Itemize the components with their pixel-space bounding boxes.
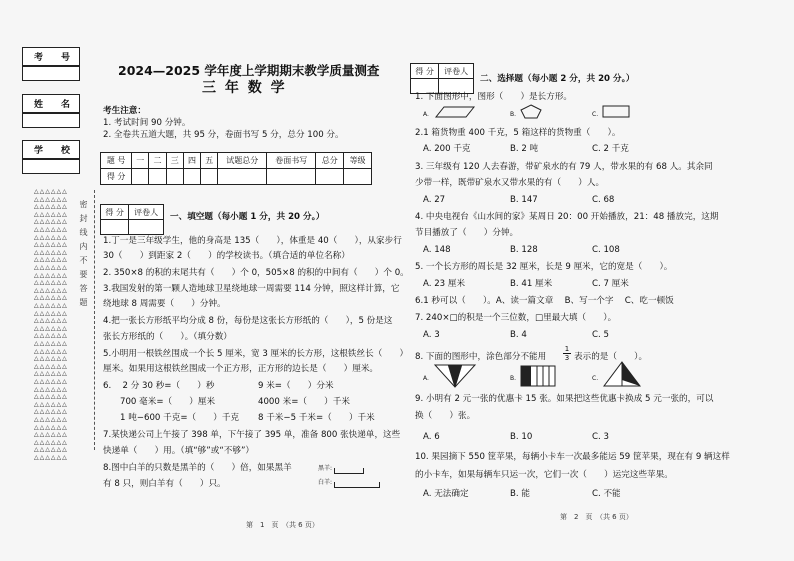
black-sheep-bar bbox=[334, 468, 364, 474]
score-cell[interactable] bbox=[316, 169, 344, 185]
seal-triangle-row: △△△△△△ bbox=[34, 408, 68, 416]
p2-q4-option-c[interactable]: C. 108 bbox=[592, 245, 620, 255]
p2-q9-option-c[interactable]: C. 3 bbox=[592, 432, 609, 442]
p2-q5-option-c[interactable]: C. 7 厘米 bbox=[592, 279, 629, 289]
p1-q8-line1: 8.图中白羊的只数是黑羊的（ ）倍，如果黑羊 bbox=[103, 463, 292, 473]
exam-title: 2024—2025 学年度上学期期末教学质量测查 bbox=[118, 63, 380, 78]
p2-q8-option-c[interactable]: C. bbox=[592, 375, 599, 382]
p2-q10-line1: 10. 果园摘下 550 筐苹果，每辆小卡车一次最多能运 59 筐苹果，现在有 9 辆这样 bbox=[415, 452, 730, 462]
p1-q6-row1-b: 9 米=（ ）分米 bbox=[258, 381, 334, 391]
seal-triangle-row: △△△△△△ bbox=[34, 210, 68, 218]
score-cell[interactable] bbox=[149, 169, 166, 185]
p2-q10-option-b[interactable]: B. 能 bbox=[510, 489, 530, 499]
seal-triangle-row: △△△△△△ bbox=[34, 423, 68, 431]
seal-triangle-row: △△△△△△ bbox=[34, 264, 68, 271]
p2-q8-option-a[interactable]: A. bbox=[423, 375, 429, 382]
score-table-header-row bbox=[101, 153, 372, 169]
p1-q2: 2. 350×8 的积的末尾共有（ ）个 0，505×8 的积的中间有（ ）个 0。 bbox=[103, 268, 409, 278]
school-field[interactable] bbox=[22, 159, 80, 174]
p1-q3-line2: 绕地球 8 周需要（ ）分钟。 bbox=[103, 299, 226, 309]
seal-triangle-row: △△△△△△ bbox=[34, 279, 68, 287]
score-header: 等级 bbox=[344, 153, 372, 169]
parallelogram-shape bbox=[434, 106, 476, 118]
p2-q3-option-c[interactable]: C. 68 bbox=[592, 195, 615, 205]
p1-q6-row2-a: 700 毫米=（ ）厘米 bbox=[120, 397, 216, 407]
p2-q5-option-b[interactable]: B. 41 厘米 bbox=[510, 279, 553, 289]
p1-q6-row1-a: 6. 2 分 30 秒=（ ）秒 bbox=[103, 381, 215, 391]
fraction-numerator: 1 bbox=[564, 345, 570, 353]
section2-title: 二、选择题（每小题 2 分，共 20 分。） bbox=[480, 74, 635, 84]
p2-q6: 6.1 秒可以（ ）。A、读一篇文章 B、写一个字 C、吃一顿饭 bbox=[415, 296, 674, 306]
score-header: 试题总分 bbox=[218, 153, 267, 169]
fraction-denominator: 3 bbox=[564, 354, 570, 362]
p2-q7-option-a[interactable]: A. 3 bbox=[423, 330, 440, 340]
seal-triangle-row: △△△△△△ bbox=[34, 241, 68, 249]
striped-rectangle-figure bbox=[520, 365, 556, 387]
exam-no-label: 考 号 bbox=[34, 53, 71, 63]
p1-q4-line2: 张长方形纸的（ ）。（填分数） bbox=[103, 332, 232, 342]
shaded-kite-figure bbox=[602, 360, 642, 390]
seal-line bbox=[94, 190, 95, 450]
seal-triangle-row: △△△△△△ bbox=[34, 302, 68, 309]
seal-triangle-row: △△△△△△ bbox=[34, 324, 68, 332]
p2-q4-option-b[interactable]: B. 128 bbox=[510, 245, 538, 255]
p2-q9-line1: 9. 小明有 2 元一张的优惠卡 15 张。如果把这些优惠卡换成 5 元一张的，可以 bbox=[415, 394, 714, 404]
seal-triangle-row: △△△△△△ bbox=[34, 256, 68, 264]
p2-q1-option-c: C. bbox=[592, 111, 599, 118]
school-label: 学 校 bbox=[34, 146, 71, 156]
notice-line-1: 1. 考试时间 90 分钟。 bbox=[103, 118, 191, 128]
seal-triangle-row: △△△△△△ bbox=[34, 446, 68, 454]
score-cell[interactable] bbox=[132, 169, 149, 185]
notice-heading: 考生注意： bbox=[103, 106, 146, 116]
seal-triangle-row: △△△△△△ bbox=[34, 286, 68, 294]
p2-q3-line2: 少带一样，既带矿泉水又带水果的有（ ）人。 bbox=[415, 178, 605, 188]
p1-q4-line1: 4.把一张长方形纸平均分成 8 份，每份是这张长方形纸的（ ），5 份是这 bbox=[103, 316, 393, 326]
score-header: 五 bbox=[201, 153, 218, 169]
score-header: 题 号 bbox=[101, 153, 132, 169]
p1-q6-row3-b: 8 千米−5 千米=（ ）千米 bbox=[258, 413, 375, 423]
score-header: 卷面书写 bbox=[267, 153, 316, 169]
seal-triangle-row: △△△△△△ bbox=[34, 340, 68, 347]
p2-q10-option-a[interactable]: A. 无法确定 bbox=[423, 489, 469, 499]
seal-triangle-row: △△△△△△ bbox=[34, 248, 68, 256]
p2-q5-option-a[interactable]: A. 23 厘米 bbox=[423, 279, 466, 289]
p1-q1-line2: 30（ ）到距家 2（ ）的学校读书。（填合适的单位名称） bbox=[103, 251, 350, 261]
score-header: 三 bbox=[166, 153, 183, 169]
seal-triangle-row: △△△△△△ bbox=[34, 416, 68, 423]
score-header: 一 bbox=[132, 153, 149, 169]
score-cell[interactable] bbox=[218, 169, 267, 185]
seal-triangle-row: △△△△△△ bbox=[34, 294, 68, 302]
p2-q9-line2: 换（ ）张。 bbox=[415, 411, 476, 421]
seal-triangle-row: △△△△△△ bbox=[34, 226, 68, 233]
p1-q6-row2-b: 4000 米=（ ）千米 bbox=[258, 397, 350, 407]
p2-q9-option-b[interactable]: B. 10 bbox=[510, 432, 533, 442]
p2-q5-stem: 5. 一个长方形的周长是 32 厘米，长是 9 厘米，它的宽是（ ）。 bbox=[415, 262, 673, 272]
p1-q6-row3-a: 1 吨−600 千克=（ ）千克 bbox=[120, 413, 240, 423]
score-cell[interactable] bbox=[183, 169, 200, 185]
seal-triangle-row: △△△△△△ bbox=[34, 347, 68, 355]
seal-triangle-row: △△△△△△ bbox=[34, 362, 68, 370]
p2-q7-stem: 7. 240×□的积是一个三位数，□里最大填（ ）。 bbox=[415, 313, 617, 323]
grader-name-cell[interactable] bbox=[129, 220, 164, 235]
p1-q5-line2: 厘米。如果用这根铁丝围成一个正方形，正方形的边长是（ ）厘米。 bbox=[103, 364, 379, 374]
seal-triangle-row: △△△△△△ bbox=[34, 438, 68, 446]
grader-score-label: 得 分 bbox=[411, 64, 439, 79]
p1-q7-line1: 7.某快递公司上午接了 398 单，下午接了 395 单，准备 800 张快递单，这些 bbox=[103, 430, 401, 440]
p2-q8-stem-a: 8. 下面的图形中，涂色部分不能用 bbox=[415, 352, 547, 362]
score-cell[interactable] bbox=[344, 169, 372, 185]
name-field[interactable] bbox=[22, 113, 80, 128]
seal-triangle-row: △△△△△△ bbox=[34, 393, 68, 401]
grader-score-label: 得 分 bbox=[101, 205, 129, 220]
black-sheep-label: 黑羊: bbox=[318, 465, 333, 472]
grader-score-cell[interactable] bbox=[101, 220, 129, 235]
grader-label: 评卷人 bbox=[129, 205, 164, 220]
exam-no-field[interactable] bbox=[22, 66, 80, 81]
score-header: 四 bbox=[183, 153, 200, 169]
seal-triangle-row: △△△△△△ bbox=[34, 188, 68, 195]
p2-q1-stem: 1. 下面图形中，图形（ ）是长方形。 bbox=[415, 92, 573, 102]
name-label: 姓 名 bbox=[34, 100, 71, 110]
seal-triangle-row: △△△△△△ bbox=[34, 317, 68, 325]
seal-triangle-row: △△△△△△ bbox=[34, 431, 68, 439]
seal-triangle-row: △△△△△△ bbox=[34, 309, 68, 317]
seal-triangle-row: △△△△△△ bbox=[34, 378, 68, 385]
p2-q3-option-a[interactable]: A. 27 bbox=[423, 195, 446, 205]
p2-q2-stem: 2.1 箱货物重 400 千克，5 箱这样的货物重（ ）。 bbox=[415, 128, 621, 138]
grader-table-2 bbox=[410, 63, 474, 94]
p1-q3-line1: 3.我国发射的第一颗人造地球卫星绕地球一周需要 114 分钟，照这样计算，它 bbox=[103, 284, 400, 294]
seal-triangle-row: △△△△△△ bbox=[34, 233, 68, 241]
p1-q8-line2: 有 8 只，则白羊有（ ）只。 bbox=[103, 479, 226, 489]
p2-q10-line2: 的小卡车，如果每辆车只运一次，它们一次（ ）运完这些苹果。 bbox=[415, 470, 673, 480]
seal-triangle-row: △△△△△△ bbox=[34, 385, 68, 393]
rectangle-shape bbox=[602, 105, 630, 118]
seal-triangle-row: △△△△△△ bbox=[34, 218, 68, 226]
p2-q4-line2: 节目播放了（ ）分钟。 bbox=[415, 228, 519, 238]
shaded-triangle-figure bbox=[433, 363, 477, 389]
p2-q2-option-a[interactable]: A. 200 千克 bbox=[423, 144, 471, 154]
p2-q3-option-b[interactable]: B. 147 bbox=[510, 195, 538, 205]
p2-q1-option-b: B. bbox=[510, 111, 517, 118]
p2-q1-option-a: A. bbox=[423, 111, 429, 118]
p1-q1-line1: 1.丁一是三年级学生，他的身高是 135（ ），体重是 40（ ），从家步行 bbox=[103, 236, 402, 246]
seal-triangle-row: △△△△△△ bbox=[34, 370, 68, 378]
page2-footer: 第 2 页 （共 6 页） bbox=[560, 513, 633, 521]
white-sheep-bar bbox=[334, 482, 380, 488]
score-header: 二 bbox=[149, 153, 166, 169]
score-table-score-row bbox=[101, 169, 372, 185]
section1-title: 一、填空题（每小题 1 分，共 20 分。） bbox=[170, 212, 325, 222]
seal-triangle-row: △△△△△△ bbox=[34, 332, 68, 340]
seal-triangle-row: △△△△△△ bbox=[34, 195, 68, 203]
p2-q2-option-c[interactable]: C. 2 千克 bbox=[592, 144, 629, 154]
p1-q7-line2: 快递单（ ）用。（填“够”或“不够”） bbox=[103, 446, 255, 456]
score-cell[interactable] bbox=[166, 169, 183, 185]
score-cell[interactable] bbox=[201, 169, 218, 185]
seal-triangle-row: △△△△△△ bbox=[34, 454, 68, 461]
exam-subtitle: 三 年 数 学 bbox=[202, 80, 287, 96]
grader-table-1 bbox=[100, 204, 164, 235]
score-row-label: 得 分 bbox=[101, 169, 132, 185]
score-cell[interactable] bbox=[267, 169, 316, 185]
p2-q3-line1: 3. 三年级有 120 人去春游，带矿泉水的有 79 人，带水果的有 68 人。其余同 bbox=[415, 162, 713, 172]
p2-q9-option-a[interactable]: A. 6 bbox=[423, 432, 440, 442]
p2-q4-line1: 4. 中央电视台《山水间的家》某周日 20：00 开始播放，21：48 播放完，这期 bbox=[415, 212, 719, 222]
one-third-fraction bbox=[563, 345, 571, 362]
seal-triangle-row: △△△△△△ bbox=[34, 271, 68, 279]
seal-triangle-row: △△△△△△ bbox=[34, 203, 68, 211]
page1-footer: 第 1 页 （共 6 页） bbox=[246, 521, 319, 529]
p2-q8-stem-b: 表示的是（ ）。 bbox=[574, 352, 648, 362]
p2-q7-option-c[interactable]: C. 5 bbox=[592, 330, 609, 340]
score-header: 总分 bbox=[316, 153, 344, 169]
p2-q4-option-a[interactable]: A. 148 bbox=[423, 245, 451, 255]
p1-q5-line1: 5.小明用一根铁丝围成一个长 5 厘米，宽 3 厘米的长方形，这根铁丝长（ ） bbox=[103, 349, 409, 359]
score-table bbox=[100, 152, 372, 185]
p2-q8-option-b[interactable]: B. bbox=[510, 375, 517, 382]
seal-triangle-row: △△△△△△ bbox=[34, 355, 68, 363]
p2-q7-option-b[interactable]: B. 4 bbox=[510, 330, 527, 340]
white-sheep-label: 白羊: bbox=[318, 479, 333, 486]
seal-triangle-row: △△△△△△ bbox=[34, 400, 68, 408]
p2-q10-option-c[interactable]: C. 不能 bbox=[592, 489, 621, 499]
notice-line-2: 2. 全卷共五道大题，共 95 分，卷面书写 5 分，总分 100 分。 bbox=[103, 130, 344, 140]
pentagon-shape bbox=[520, 104, 542, 119]
p2-q2-option-b[interactable]: B. 2 吨 bbox=[510, 144, 539, 154]
grader-label: 评卷人 bbox=[439, 64, 474, 79]
seal-line-notice: 密封线内不要答题 bbox=[79, 200, 88, 312]
